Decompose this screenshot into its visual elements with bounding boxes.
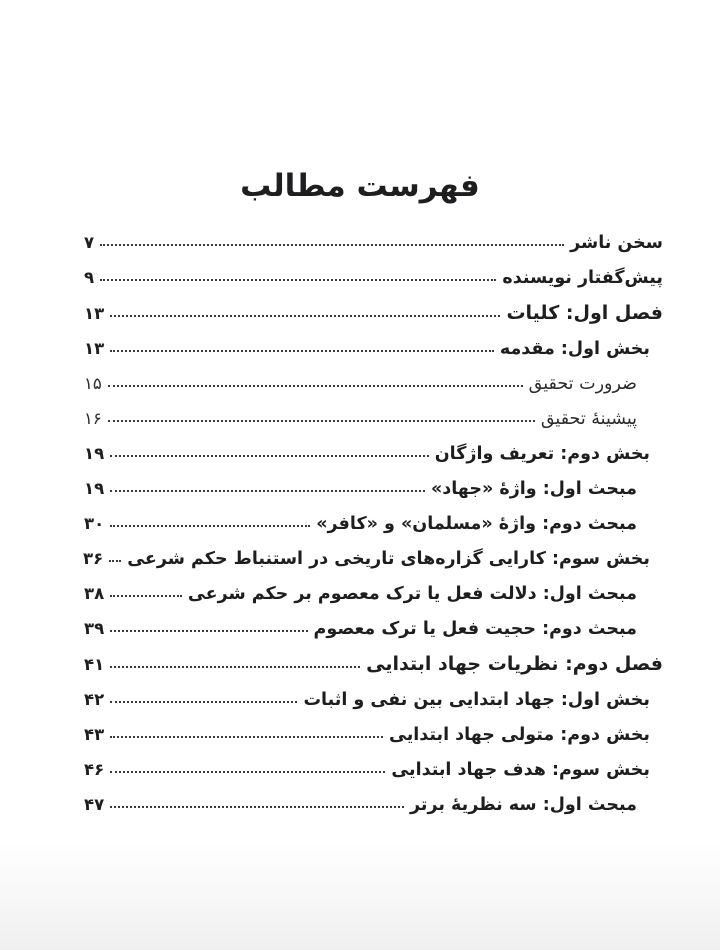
dotted-leader (110, 350, 494, 352)
dotted-leader (100, 279, 496, 281)
toc-entry (84, 652, 663, 677)
toc-entry (84, 372, 663, 396)
dotted-leader (110, 736, 383, 738)
toc-entry (84, 793, 663, 817)
toc-entry-label: مبحث دوم: حجیت فعل یا ترک معصوم (313, 619, 637, 639)
toc-entry (84, 547, 663, 571)
toc-page-number: ۴۱ (84, 655, 105, 674)
toc-entry-label: بخش سوم: هدف جهاد ابتدایی (391, 760, 650, 780)
dotted-leader (110, 525, 310, 527)
toc-entry-label: پیش‌گفتار نویسنده (502, 268, 663, 288)
toc-entry-label: بخش دوم: متولی جهاد ابتدایی (388, 725, 650, 745)
toc-page-number: ۴۷ (84, 795, 105, 814)
toc-entry (84, 231, 663, 255)
toc-page-number: ۱۶ (84, 409, 102, 428)
toc-entry-label: مبحث اول: واژهٔ «جهاد» (430, 479, 637, 499)
toc-list (0, 204, 720, 817)
toc-entry (84, 758, 663, 782)
toc-entry (84, 266, 663, 290)
toc-entry (84, 442, 663, 466)
dotted-leader (110, 595, 182, 597)
toc-entry-label: فصل اول: کلیات (506, 302, 663, 324)
toc-page-number: ۳۸ (84, 584, 105, 603)
toc-entry-label: سخن ناشر (570, 233, 663, 253)
toc-page-number: ۱۵ (84, 374, 102, 393)
toc-page-number: ۴۲ (84, 690, 105, 709)
toc-page-number: ۴۳ (84, 725, 105, 744)
toc-entry (84, 337, 663, 361)
toc-page-number: ۳۹ (84, 619, 105, 638)
toc-entry-label: مبحث اول: دلالت فعل یا ترک معصوم بر حکم شرعی (187, 584, 637, 604)
dotted-leader (110, 666, 360, 668)
toc-page-number: ۱۹ (84, 479, 105, 498)
toc-entry (84, 688, 663, 712)
toc-page-number: ۷ (84, 233, 95, 252)
dotted-leader (110, 771, 385, 773)
toc-entry-label: بخش سوم: کارایی گزاره‌های تاریخی در استنباط حکم شرعی (127, 549, 650, 569)
dotted-leader (110, 630, 307, 632)
toc-entry-label: بخش اول: مقدمه (499, 339, 650, 359)
toc-page-number: ۱۹ (84, 444, 105, 463)
dotted-leader (108, 385, 523, 387)
toc-entry-label: مبحث دوم: واژهٔ «مسلمان» و «کافر» (316, 514, 637, 534)
dotted-leader (110, 455, 429, 457)
toc-entry-label: فصل دوم: نظریات جهاد ابتدایی (366, 653, 663, 675)
toc-entry (84, 582, 663, 606)
toc-page-number: ۳۶ (83, 549, 104, 568)
toc-entry (84, 723, 663, 747)
toc-entry (84, 407, 663, 431)
dotted-leader (110, 490, 425, 492)
dotted-leader (100, 244, 564, 246)
toc-page-number: ۱۳ (84, 304, 105, 323)
toc-page-number: ۴۶ (84, 760, 105, 779)
dotted-leader (109, 560, 121, 562)
toc-page-number: ۹ (84, 268, 95, 287)
toc-entry-label: ضرورت تحقیق (528, 374, 637, 394)
toc-entry (84, 617, 663, 641)
toc-page-number: ۳۰ (84, 514, 105, 533)
dotted-leader (110, 701, 297, 703)
dotted-leader (108, 420, 535, 422)
toc-entry (84, 301, 663, 326)
toc-entry (84, 477, 663, 501)
toc-page-number: ۱۳ (84, 339, 105, 358)
toc-title: فهرست مطالب (240, 168, 480, 204)
toc-entry (84, 512, 663, 536)
toc-entry-label: بخش دوم: تعریف واژگان (434, 444, 650, 464)
dotted-leader (110, 806, 404, 808)
toc-entry-label: مبحث اول: سه نظریهٔ برتر (410, 795, 637, 815)
toc-entry-label: پیشینهٔ تحقیق (540, 409, 637, 429)
dotted-leader (110, 315, 500, 317)
toc-entry-label: بخش اول: جهاد ابتدایی بین نفی و اثبات (303, 690, 650, 710)
